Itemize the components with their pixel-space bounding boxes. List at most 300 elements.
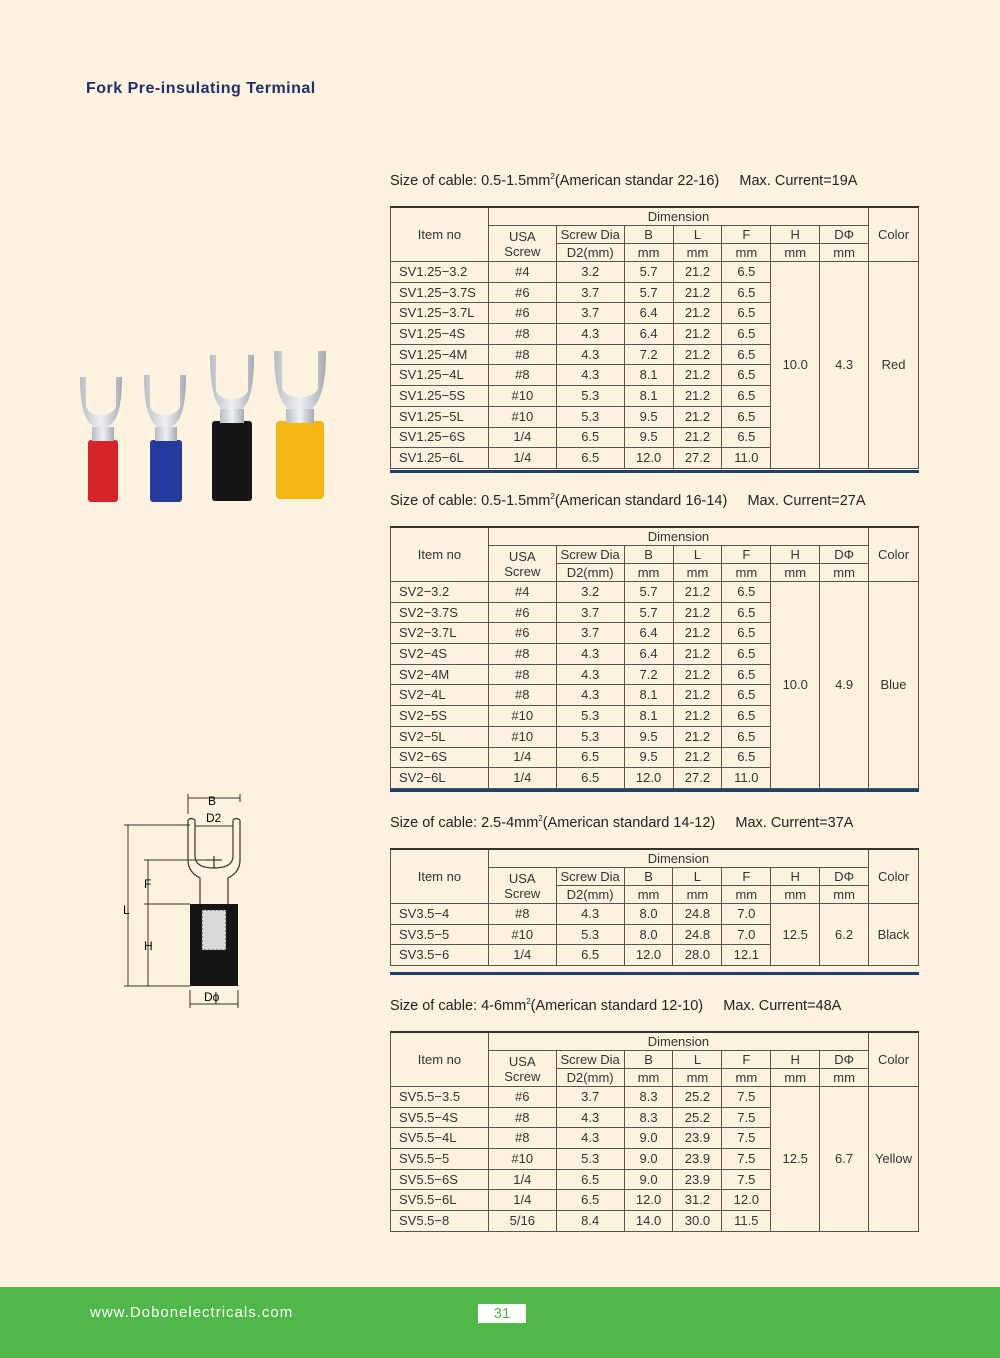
cell-f: 7.0 bbox=[722, 924, 771, 945]
header-screw-dia: Screw Dia bbox=[556, 868, 624, 886]
header-h: H bbox=[771, 1051, 820, 1069]
table-row bbox=[391, 904, 919, 925]
cell-l: 27.2 bbox=[673, 768, 722, 789]
cell-l: 23.9 bbox=[673, 1128, 722, 1149]
cell-item-no: SV5.5−3.5 bbox=[391, 1087, 489, 1108]
cell-usa-screw: #8 bbox=[488, 904, 556, 925]
dimension-diagram bbox=[110, 790, 260, 1025]
section-divider bbox=[390, 470, 919, 473]
cell-screw-dia: 5.3 bbox=[556, 726, 624, 747]
header-unit-mm: mm bbox=[771, 564, 820, 582]
cell-l: 23.9 bbox=[673, 1169, 722, 1190]
cell-screw-dia: 3.2 bbox=[556, 582, 624, 603]
terminal-red bbox=[80, 377, 122, 502]
cell-l: 21.2 bbox=[673, 406, 722, 427]
spec-table bbox=[390, 848, 919, 966]
cell-item-no: SV2−3.2 bbox=[391, 582, 489, 603]
cell-item-no: SV1.25−4S bbox=[391, 324, 489, 345]
cell-item-no: SV3.5−6 bbox=[391, 945, 489, 966]
cell-b: 6.4 bbox=[624, 303, 673, 324]
header-dphi: DΦ bbox=[820, 546, 869, 564]
cell-usa-screw: #8 bbox=[488, 344, 556, 365]
cell-f: 6.5 bbox=[722, 303, 771, 324]
header-d2-unit: D2(mm) bbox=[556, 886, 624, 904]
cell-b: 9.5 bbox=[624, 406, 673, 427]
caption-text: Size of cable: 4-6mm bbox=[390, 997, 527, 1014]
header-unit-mm: mm bbox=[673, 244, 722, 262]
spec-table bbox=[390, 206, 919, 469]
diagram-label-b: B bbox=[208, 794, 217, 808]
cell-b: 5.7 bbox=[624, 262, 673, 283]
cell-l: 21.2 bbox=[673, 344, 722, 365]
table-caption bbox=[390, 492, 866, 509]
caption-text: Size of cable: 2.5-4mm bbox=[390, 814, 539, 831]
cell-screw-dia: 6.5 bbox=[556, 427, 624, 448]
table-row bbox=[391, 1087, 919, 1108]
header-unit-mm: mm bbox=[820, 1069, 869, 1087]
cell-f: 12.0 bbox=[722, 1190, 771, 1211]
cell-item-no: SV2−5S bbox=[391, 706, 489, 727]
cell-usa-screw: #10 bbox=[488, 386, 556, 407]
cell-b: 8.3 bbox=[624, 1087, 673, 1108]
header-l: L bbox=[673, 868, 722, 886]
cell-h: 10.0 bbox=[771, 262, 820, 469]
header-h: H bbox=[771, 546, 820, 564]
cell-item-no: SV2−6S bbox=[391, 747, 489, 768]
cell-screw-dia: 5.3 bbox=[556, 386, 624, 407]
header-usa-screw bbox=[488, 868, 556, 904]
cell-b: 8.1 bbox=[624, 365, 673, 386]
cell-l: 24.8 bbox=[673, 924, 722, 945]
header-unit-mm: mm bbox=[820, 886, 869, 904]
header-usa-screw bbox=[488, 546, 556, 582]
caption-text: (American standar 22-16) Max. Current=19A bbox=[554, 172, 858, 189]
cell-dphi: 6.2 bbox=[820, 904, 869, 966]
cell-usa-screw: 1/4 bbox=[488, 1190, 556, 1211]
cell-f: 6.5 bbox=[722, 386, 771, 407]
cell-usa-screw: 1/4 bbox=[488, 747, 556, 768]
cell-usa-screw: #10 bbox=[488, 924, 556, 945]
cell-h: 10.0 bbox=[771, 582, 820, 789]
header-dimension: Dimension bbox=[488, 527, 868, 546]
header-f: F bbox=[722, 1051, 771, 1069]
cell-screw-dia: 6.5 bbox=[556, 768, 624, 789]
header-item-no: Item no bbox=[391, 527, 489, 582]
cell-b: 9.0 bbox=[624, 1149, 673, 1170]
cell-b: 5.7 bbox=[624, 602, 673, 623]
cell-screw-dia: 6.5 bbox=[556, 945, 624, 966]
cell-l: 21.2 bbox=[673, 602, 722, 623]
cell-screw-dia: 8.4 bbox=[556, 1211, 624, 1232]
cell-dphi: 6.7 bbox=[820, 1087, 869, 1232]
header-screw-dia: Screw Dia bbox=[556, 226, 624, 244]
cell-b: 9.5 bbox=[624, 427, 673, 448]
cell-b: 12.0 bbox=[624, 1190, 673, 1211]
cell-screw-dia: 5.3 bbox=[556, 1149, 624, 1170]
cell-item-no: SV1.25−6L bbox=[391, 448, 489, 469]
cell-b: 14.0 bbox=[624, 1211, 673, 1232]
caption-text: Size of cable: 0.5-1.5mm bbox=[390, 492, 551, 509]
caption-superscript: 2 bbox=[550, 492, 555, 501]
header-l: L bbox=[673, 226, 722, 244]
cell-b: 8.1 bbox=[624, 685, 673, 706]
cell-b: 12.0 bbox=[624, 768, 673, 789]
product-photo bbox=[70, 345, 340, 515]
cell-usa-screw: #4 bbox=[488, 582, 556, 603]
header-d2-unit: D2(mm) bbox=[556, 244, 624, 262]
header-screw-dia: Screw Dia bbox=[556, 546, 624, 564]
header-unit-mm: mm bbox=[624, 1069, 673, 1087]
cell-item-no: SV1.25−4M bbox=[391, 344, 489, 365]
cell-b: 8.3 bbox=[624, 1107, 673, 1128]
cell-item-no: SV1.25−3.7L bbox=[391, 303, 489, 324]
cell-b: 6.4 bbox=[624, 324, 673, 345]
cell-b: 8.0 bbox=[624, 904, 673, 925]
table-caption bbox=[390, 997, 841, 1014]
cell-screw-dia: 4.3 bbox=[556, 644, 624, 665]
page-title: Fork Pre-insulating Terminal bbox=[86, 80, 316, 97]
cell-f: 7.5 bbox=[722, 1107, 771, 1128]
cell-l: 21.2 bbox=[673, 747, 722, 768]
header-unit-mm: mm bbox=[624, 886, 673, 904]
cell-l: 30.0 bbox=[673, 1211, 722, 1232]
cell-f: 6.5 bbox=[722, 406, 771, 427]
cell-f: 7.5 bbox=[722, 1087, 771, 1108]
cell-item-no: SV1.25−3.7S bbox=[391, 282, 489, 303]
cell-f: 6.5 bbox=[722, 685, 771, 706]
header-usa-screw bbox=[488, 1051, 556, 1087]
cell-l: 21.2 bbox=[673, 685, 722, 706]
cell-item-no: SV5.5−5 bbox=[391, 1149, 489, 1170]
cell-f: 7.0 bbox=[722, 904, 771, 925]
cell-b: 6.4 bbox=[624, 644, 673, 665]
cell-f: 6.5 bbox=[722, 664, 771, 685]
diagram-label-l: L bbox=[123, 903, 130, 917]
caption-superscript: 2 bbox=[526, 997, 531, 1006]
cell-b: 12.0 bbox=[624, 945, 673, 966]
header-b: B bbox=[624, 868, 673, 886]
cell-color: Yellow bbox=[869, 1087, 919, 1232]
cell-usa-screw: #10 bbox=[488, 706, 556, 727]
cell-b: 12.0 bbox=[624, 448, 673, 469]
cell-item-no: SV5.5−4L bbox=[391, 1128, 489, 1149]
table-row bbox=[391, 582, 919, 603]
cell-dphi: 4.9 bbox=[820, 582, 869, 789]
cell-screw-dia: 4.3 bbox=[556, 1128, 624, 1149]
header-b: B bbox=[624, 1051, 673, 1069]
cell-l: 31.2 bbox=[673, 1190, 722, 1211]
header-usa-screw bbox=[488, 226, 556, 262]
diagram-label-d2: D2 bbox=[206, 811, 222, 825]
cell-b: 6.4 bbox=[624, 623, 673, 644]
cell-f: 6.5 bbox=[722, 344, 771, 365]
cell-b: 7.2 bbox=[624, 664, 673, 685]
cell-screw-dia: 5.3 bbox=[556, 924, 624, 945]
terminal-yellow bbox=[274, 351, 326, 499]
cell-b: 8.0 bbox=[624, 924, 673, 945]
header-item-no: Item no bbox=[391, 849, 489, 904]
cell-f: 6.5 bbox=[722, 365, 771, 386]
header-unit-mm: mm bbox=[673, 886, 722, 904]
cell-item-no: SV2−4S bbox=[391, 644, 489, 665]
header-f: F bbox=[722, 868, 771, 886]
cell-screw-dia: 3.2 bbox=[556, 262, 624, 283]
header-screw: Screw bbox=[504, 885, 541, 901]
cell-item-no: SV1.25−4L bbox=[391, 365, 489, 386]
footer-url[interactable]: www.Dobonelectricals.com bbox=[90, 1304, 294, 1321]
header-screw-dia: Screw Dia bbox=[556, 1051, 624, 1069]
header-color: Color bbox=[869, 849, 919, 904]
cell-l: 21.2 bbox=[673, 386, 722, 407]
header-unit-mm: mm bbox=[722, 886, 771, 904]
cell-screw-dia: 5.3 bbox=[556, 706, 624, 727]
cell-f: 6.5 bbox=[722, 706, 771, 727]
footer-bar bbox=[0, 1287, 1000, 1358]
cell-usa-screw: 5/16 bbox=[488, 1211, 556, 1232]
cell-screw-dia: 4.3 bbox=[556, 664, 624, 685]
cell-usa-screw: #6 bbox=[488, 303, 556, 324]
cell-b: 5.7 bbox=[624, 582, 673, 603]
cell-l: 21.2 bbox=[673, 644, 722, 665]
header-item-no: Item no bbox=[391, 207, 489, 262]
header-screw: Screw bbox=[504, 243, 541, 259]
header-unit-mm: mm bbox=[624, 244, 673, 262]
header-usa: USA bbox=[508, 548, 536, 564]
cell-usa-screw: #8 bbox=[488, 1128, 556, 1149]
header-unit-mm: mm bbox=[722, 1069, 771, 1087]
header-unit-mm: mm bbox=[673, 1069, 722, 1087]
cell-item-no: SV1.25−5S bbox=[391, 386, 489, 407]
cell-b: 9.0 bbox=[624, 1169, 673, 1190]
cell-item-no: SV5.5−6L bbox=[391, 1190, 489, 1211]
cell-item-no: SV1.25−3.2 bbox=[391, 262, 489, 283]
cell-f: 6.5 bbox=[722, 602, 771, 623]
header-h: H bbox=[771, 868, 820, 886]
cell-usa-screw: #10 bbox=[488, 406, 556, 427]
header-dimension: Dimension bbox=[488, 207, 868, 226]
cell-item-no: SV2−3.7L bbox=[391, 623, 489, 644]
cell-usa-screw: #6 bbox=[488, 623, 556, 644]
cell-l: 21.2 bbox=[673, 262, 722, 283]
cell-f: 6.5 bbox=[722, 582, 771, 603]
cell-screw-dia: 3.7 bbox=[556, 282, 624, 303]
cell-usa-screw: 1/4 bbox=[488, 427, 556, 448]
cell-usa-screw: 1/4 bbox=[488, 448, 556, 469]
header-unit-mm: mm bbox=[771, 886, 820, 904]
cell-screw-dia: 5.3 bbox=[556, 406, 624, 427]
cell-screw-dia: 4.3 bbox=[556, 324, 624, 345]
section-divider bbox=[390, 789, 919, 792]
cell-usa-screw: #4 bbox=[488, 262, 556, 283]
cell-item-no: SV2−4L bbox=[391, 685, 489, 706]
header-d2-unit: D2(mm) bbox=[556, 1069, 624, 1087]
diagram-label-h: H bbox=[144, 939, 153, 953]
cell-screw-dia: 6.5 bbox=[556, 1169, 624, 1190]
cell-item-no: SV2−6L bbox=[391, 768, 489, 789]
header-unit-mm: mm bbox=[722, 564, 771, 582]
header-unit-mm: mm bbox=[624, 564, 673, 582]
cell-screw-dia: 6.5 bbox=[556, 747, 624, 768]
cell-h: 12.5 bbox=[771, 1087, 820, 1232]
cell-f: 12.1 bbox=[722, 945, 771, 966]
cell-b: 9.5 bbox=[624, 726, 673, 747]
cell-f: 6.5 bbox=[722, 747, 771, 768]
cell-screw-dia: 4.3 bbox=[556, 1107, 624, 1128]
cell-b: 5.7 bbox=[624, 282, 673, 303]
cell-b: 9.0 bbox=[624, 1128, 673, 1149]
header-dimension: Dimension bbox=[488, 1032, 868, 1051]
caption-text: (American standard 12-10) Max. Current=48A bbox=[530, 997, 842, 1014]
cell-usa-screw: #10 bbox=[488, 726, 556, 747]
cell-usa-screw: #8 bbox=[488, 644, 556, 665]
cell-l: 21.2 bbox=[673, 726, 722, 747]
header-color: Color bbox=[869, 207, 919, 262]
terminal-blue bbox=[144, 375, 186, 502]
cell-l: 25.2 bbox=[673, 1087, 722, 1108]
cell-h: 12.5 bbox=[771, 904, 820, 966]
header-color: Color bbox=[869, 527, 919, 582]
cell-usa-screw: 1/4 bbox=[488, 1169, 556, 1190]
cell-color: Black bbox=[869, 904, 919, 966]
cell-color: Blue bbox=[869, 582, 919, 789]
cell-f: 11.0 bbox=[722, 768, 771, 789]
header-dphi: DΦ bbox=[820, 226, 869, 244]
cell-l: 21.2 bbox=[673, 427, 722, 448]
cell-screw-dia: 3.7 bbox=[556, 602, 624, 623]
header-screw: Screw bbox=[504, 563, 541, 579]
header-usa: USA bbox=[508, 228, 536, 244]
cell-l: 27.2 bbox=[673, 448, 722, 469]
table-row bbox=[391, 262, 919, 283]
table-caption bbox=[390, 172, 857, 189]
cell-f: 6.5 bbox=[722, 644, 771, 665]
cell-b: 8.1 bbox=[624, 706, 673, 727]
caption-text: (American standard 16-14) Max. Current=27A bbox=[554, 492, 866, 509]
cell-l: 21.2 bbox=[673, 303, 722, 324]
cell-usa-screw: #8 bbox=[488, 685, 556, 706]
cell-item-no: SV2−4M bbox=[391, 664, 489, 685]
cell-f: 7.5 bbox=[722, 1128, 771, 1149]
table-caption bbox=[390, 814, 853, 831]
cell-f: 6.5 bbox=[722, 262, 771, 283]
header-unit-mm: mm bbox=[771, 244, 820, 262]
cell-usa-screw: #8 bbox=[488, 365, 556, 386]
cell-l: 21.2 bbox=[673, 664, 722, 685]
cell-usa-screw: 1/4 bbox=[488, 768, 556, 789]
cell-usa-screw: #8 bbox=[488, 324, 556, 345]
cell-l: 21.2 bbox=[673, 365, 722, 386]
spec-table bbox=[390, 1031, 919, 1232]
header-unit-mm: mm bbox=[673, 564, 722, 582]
cell-l: 21.2 bbox=[673, 706, 722, 727]
cell-screw-dia: 3.7 bbox=[556, 303, 624, 324]
cell-item-no: SV1.25−6S bbox=[391, 427, 489, 448]
cell-b: 7.2 bbox=[624, 344, 673, 365]
header-unit-mm: mm bbox=[771, 1069, 820, 1087]
cell-usa-screw: #8 bbox=[488, 664, 556, 685]
cell-l: 21.2 bbox=[673, 623, 722, 644]
cell-f: 6.5 bbox=[722, 324, 771, 345]
diagram-label-dphi: Dϕ bbox=[204, 990, 220, 1004]
caption-superscript: 2 bbox=[550, 172, 555, 181]
cell-f: 6.5 bbox=[722, 726, 771, 747]
cell-l: 21.2 bbox=[673, 282, 722, 303]
header-item-no: Item no bbox=[391, 1032, 489, 1087]
caption-text: Size of cable: 0.5-1.5mm bbox=[390, 172, 551, 189]
header-b: B bbox=[624, 226, 673, 244]
header-dphi: DΦ bbox=[820, 1051, 869, 1069]
section-divider bbox=[390, 972, 919, 975]
header-usa: USA bbox=[508, 1053, 536, 1069]
cell-l: 21.2 bbox=[673, 324, 722, 345]
cell-item-no: SV5.5−4S bbox=[391, 1107, 489, 1128]
header-unit-mm: mm bbox=[820, 244, 869, 262]
terminal-black bbox=[210, 355, 254, 501]
cell-screw-dia: 6.5 bbox=[556, 448, 624, 469]
cell-l: 23.9 bbox=[673, 1149, 722, 1170]
cell-l: 21.2 bbox=[673, 582, 722, 603]
cell-item-no: SV1.25−5L bbox=[391, 406, 489, 427]
cell-usa-screw: 1/4 bbox=[488, 945, 556, 966]
spec-table bbox=[390, 526, 919, 789]
header-b: B bbox=[624, 546, 673, 564]
header-f: F bbox=[722, 546, 771, 564]
cell-color: Red bbox=[869, 262, 919, 469]
header-unit-mm: mm bbox=[820, 564, 869, 582]
header-screw: Screw bbox=[504, 1068, 541, 1084]
cell-screw-dia: 3.7 bbox=[556, 1087, 624, 1108]
cell-usa-screw: #10 bbox=[488, 1149, 556, 1170]
cell-screw-dia: 4.3 bbox=[556, 904, 624, 925]
cell-screw-dia: 4.3 bbox=[556, 344, 624, 365]
cell-screw-dia: 6.5 bbox=[556, 1190, 624, 1211]
cell-b: 8.1 bbox=[624, 386, 673, 407]
cell-f: 6.5 bbox=[722, 282, 771, 303]
cell-f: 11.5 bbox=[722, 1211, 771, 1232]
caption-superscript: 2 bbox=[538, 814, 543, 823]
header-color: Color bbox=[869, 1032, 919, 1087]
caption-text: (American standard 14-12) Max. Current=37A bbox=[542, 814, 854, 831]
cell-screw-dia: 3.7 bbox=[556, 623, 624, 644]
cell-item-no: SV5.5−8 bbox=[391, 1211, 489, 1232]
cell-b: 9.5 bbox=[624, 747, 673, 768]
cell-f: 6.5 bbox=[722, 427, 771, 448]
header-d2-unit: D2(mm) bbox=[556, 564, 624, 582]
cell-item-no: SV2−3.7S bbox=[391, 602, 489, 623]
cell-f: 6.5 bbox=[722, 623, 771, 644]
cell-usa-screw: #6 bbox=[488, 602, 556, 623]
cell-usa-screw: #6 bbox=[488, 282, 556, 303]
header-l: L bbox=[673, 546, 722, 564]
cell-usa-screw: #8 bbox=[488, 1107, 556, 1128]
cell-f: 7.5 bbox=[722, 1149, 771, 1170]
cell-usa-screw: #6 bbox=[488, 1087, 556, 1108]
cell-l: 25.2 bbox=[673, 1107, 722, 1128]
cell-item-no: SV3.5−5 bbox=[391, 924, 489, 945]
cell-item-no: SV2−5L bbox=[391, 726, 489, 747]
header-usa: USA bbox=[508, 870, 536, 886]
diagram-label-f: F bbox=[144, 877, 152, 891]
header-dphi: DΦ bbox=[820, 868, 869, 886]
header-f: F bbox=[722, 226, 771, 244]
header-h: H bbox=[771, 226, 820, 244]
cell-screw-dia: 4.3 bbox=[556, 685, 624, 706]
cell-f: 7.5 bbox=[722, 1169, 771, 1190]
cell-f: 11.0 bbox=[722, 448, 771, 469]
header-dimension: Dimension bbox=[488, 849, 868, 868]
cell-l: 24.8 bbox=[673, 904, 722, 925]
page-number: 31 bbox=[478, 1304, 526, 1323]
